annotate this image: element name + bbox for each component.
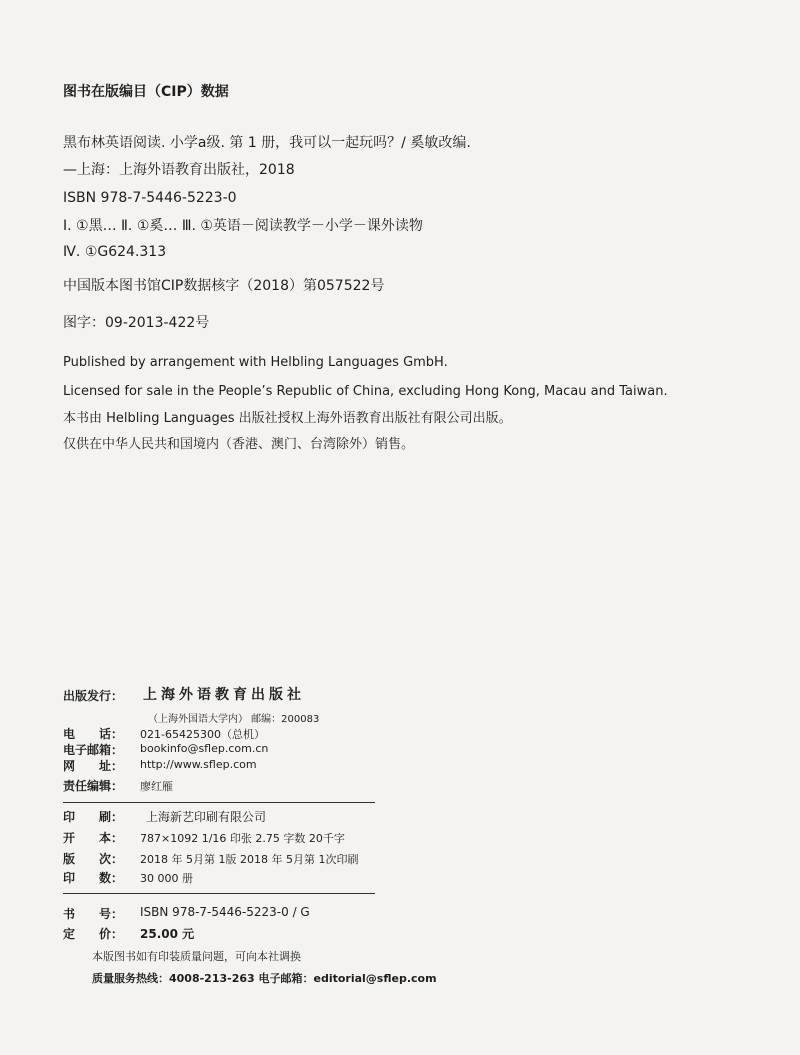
email-label: 电子邮箱： (63, 743, 124, 757)
website-value: http://www.sflep.com (140, 758, 257, 771)
editor-value: 廖红雁 (140, 780, 173, 793)
website-label: 网 址： (63, 759, 124, 773)
divider-rule-2 (63, 893, 375, 894)
divider-rule-1 (63, 802, 375, 803)
email-value: bookinfo@sflep.com.cn (140, 742, 269, 755)
license-line-english-2: Licensed for sale in the People’s Republic of China, excluding Hong Kong, Macau and Taiwan. (63, 384, 668, 399)
license-line-chinese-1: 本书由 Helbling Languages 出版社授权上海外语教育出版社有限公司出版。 (63, 411, 512, 426)
print-run-label: 印 数： (63, 871, 124, 885)
cip-verification-line: 中国版本图书馆CIP数据核字（2018）第057522号 (63, 278, 385, 294)
cip-classification-line-1: Ⅰ. ①黑… Ⅱ. ①奚… Ⅲ. ①英语－阅读教学－小学－课外读物 (63, 218, 423, 234)
cip-title-line: 黑布林英语阅读. 小学a级. 第 1 册，我可以一起玩吗？/ 奚敏改编. (63, 135, 471, 151)
cip-isbn-line: ISBN 978-7-5446-5223-0 (63, 190, 237, 206)
publisher-name: 上海外语教育出版社 (143, 687, 305, 703)
quality-notice: 本版图书如有印装质量问题，可向本社调换 (92, 950, 301, 963)
printer-label: 印 刷： (63, 810, 124, 824)
license-line-chinese-2: 仅供在中华人民共和国境内（香港、澳门、台湾除外）销售。 (63, 437, 415, 452)
format-value: 787×1092 1/16 印张 2.75 字数 20千字 (140, 832, 345, 845)
quality-hotline: 质量服务热线：4008-213-263 电子邮箱：editorial@sflep.com (92, 972, 437, 985)
cip-publisher-line: —上海：上海外语教育出版社，2018 (63, 162, 295, 178)
publisher-label: 出版发行： (63, 689, 124, 703)
price-label: 定 价： (63, 927, 124, 941)
cip-heading: 图书在版编目（CIP）数据 (63, 84, 229, 100)
edition-label: 版 次： (63, 852, 124, 866)
edition-value: 2018 年 5月第 1版 2018 年 5月第 1次印刷 (140, 853, 359, 866)
print-run-value: 30 000 册 (140, 872, 193, 885)
contract-registration-line: 图字：09-2013-422号 (63, 315, 210, 331)
format-label: 开 本： (63, 831, 124, 845)
price-value: 25.00 元 (140, 927, 195, 941)
license-line-english-1: Published by arrangement with Helbling Languages GmbH. (63, 355, 448, 370)
printer-value: 上海新艺印刷有限公司 (146, 810, 267, 824)
book-number-label: 书 号： (63, 907, 124, 921)
editor-label: 责任编辑： (63, 779, 124, 793)
phone-label: 电 话： (63, 727, 124, 741)
cip-classification-line-2: Ⅳ. ①G624.313 (63, 244, 167, 260)
publisher-address: （上海外国语大学内） 邮编：200083 (148, 714, 320, 725)
phone-value: 021-65425300（总机） (140, 728, 265, 741)
book-number-value: ISBN 978-7-5446-5223-0 / G (140, 905, 310, 919)
